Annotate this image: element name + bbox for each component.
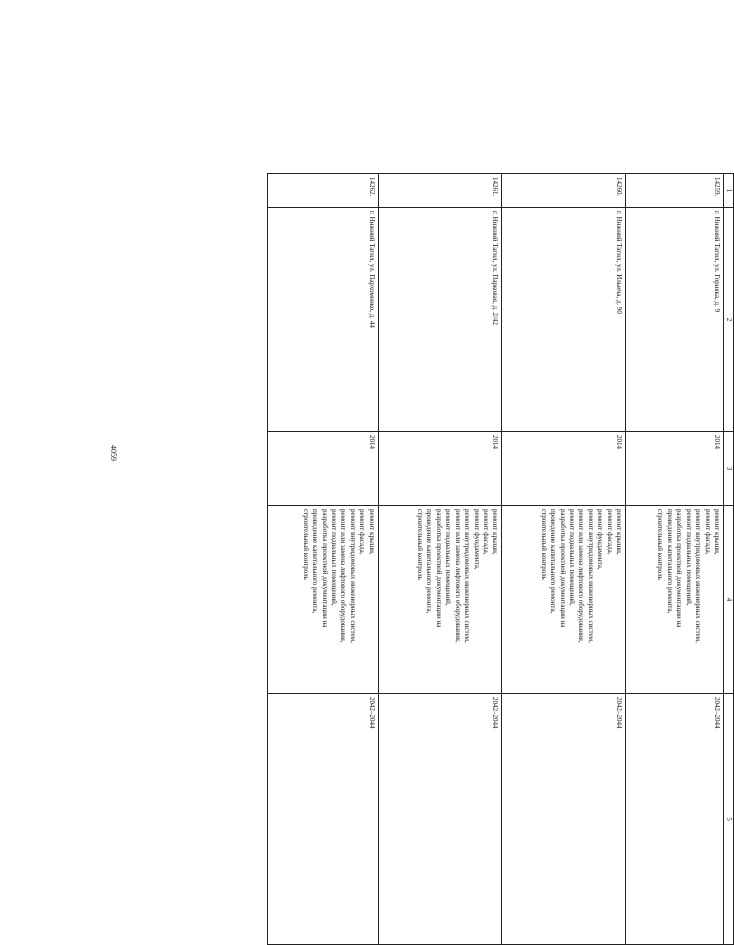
header-row	[724, 174, 734, 945]
work-item: строительный контроль	[656, 509, 665, 580]
row-address: г. Нижний Тагил, ул. Ильича, д. 90	[502, 208, 626, 432]
document-table-frame	[267, 173, 734, 944]
column-header-year: 3	[724, 432, 734, 506]
row-period: 2042–2044	[502, 694, 626, 945]
work-item: ремонт фасада,	[703, 509, 712, 555]
row-period: 2042–2044	[626, 694, 724, 945]
row-works	[502, 506, 626, 694]
work-item: строительный контроль	[416, 509, 424, 580]
work-item: проведение капитального ремонта,	[665, 509, 674, 614]
row-works	[268, 506, 379, 694]
work-item: разработка проектной документации на	[675, 509, 684, 628]
row-number: 14261.	[378, 174, 502, 208]
work-item: разработка проектной документации на	[558, 509, 567, 628]
work-item: ремонт крыши,	[367, 509, 376, 555]
work-item: ремонт подвальных помещений,	[684, 509, 693, 606]
work-item: строительный контроль	[301, 509, 310, 580]
work-item: ремонт крыши,	[713, 509, 721, 555]
work-item: разработка проектной документации на	[320, 509, 329, 628]
row-year: 2014	[378, 432, 502, 506]
column-header-period: 5	[724, 694, 734, 945]
work-item: ремонт фасада,	[482, 509, 491, 555]
row-number: 14262.	[268, 174, 379, 208]
work-item: проведение капитального ремонта,	[549, 509, 558, 614]
work-item: строительный контроль	[539, 509, 548, 580]
row-address: г. Нижний Тагил, ул. Парковая, д. 2/42	[378, 208, 502, 432]
work-item: ремонт фундамента,	[596, 509, 605, 570]
row-year: 2014	[626, 432, 724, 506]
repair-schedule-table	[267, 173, 734, 945]
row-works	[626, 506, 724, 694]
column-header-number: 1	[724, 174, 734, 208]
work-item: разработка проектной документации на	[434, 509, 443, 628]
page-number: 4059	[109, 445, 118, 461]
table-row	[268, 174, 379, 945]
row-works	[378, 506, 502, 694]
work-item: проведение капитального ремонта,	[311, 509, 320, 614]
work-item: ремонт крыши,	[615, 509, 624, 555]
row-address: г. Нижний Тагил, ул. Пархоменко, д. 44	[268, 208, 379, 432]
table-row	[378, 174, 502, 945]
row-number: 14260.	[502, 174, 626, 208]
row-year: 2014	[502, 432, 626, 506]
column-header-works: 4	[724, 506, 734, 694]
table-row	[502, 174, 626, 945]
work-item: ремонт внутридомовых инженерных систем,	[694, 509, 703, 643]
work-item: ремонт фасада,	[358, 509, 367, 555]
work-item: ремонт или замена лифтового оборудования,	[577, 509, 586, 643]
table-row	[626, 174, 724, 945]
row-address: г. Нижний Тагил, ул. Горняка, д. 9	[626, 208, 724, 432]
column-header-address: 2	[724, 208, 734, 432]
work-item: ремонт внутридомовых инженерных систем,	[463, 509, 472, 643]
row-period: 2042–2044	[268, 694, 379, 945]
work-item: ремонт подвальных помещений,	[330, 509, 339, 606]
work-item: ремонт внутридомовых инженерных систем,	[586, 509, 595, 643]
work-item: ремонт фундамента,	[472, 509, 481, 570]
row-period: 2042–2044	[378, 694, 502, 945]
work-item: ремонт или замена лифтового оборудования,	[339, 509, 348, 643]
work-item: ремонт крыши,	[491, 509, 500, 555]
work-item: ремонт подвальных помещений,	[568, 509, 577, 606]
work-item: ремонт или замена лифтового оборудования,	[453, 509, 462, 643]
row-number: 14259.	[626, 174, 724, 208]
work-item: ремонт фасада,	[605, 509, 614, 555]
work-item: ремонт внутридомовых инженерных систем,	[348, 509, 357, 643]
row-year: 2014	[268, 432, 379, 506]
work-item: ремонт подвальных помещений,	[444, 509, 453, 606]
work-item: проведение капитального ремонта,	[425, 509, 434, 614]
